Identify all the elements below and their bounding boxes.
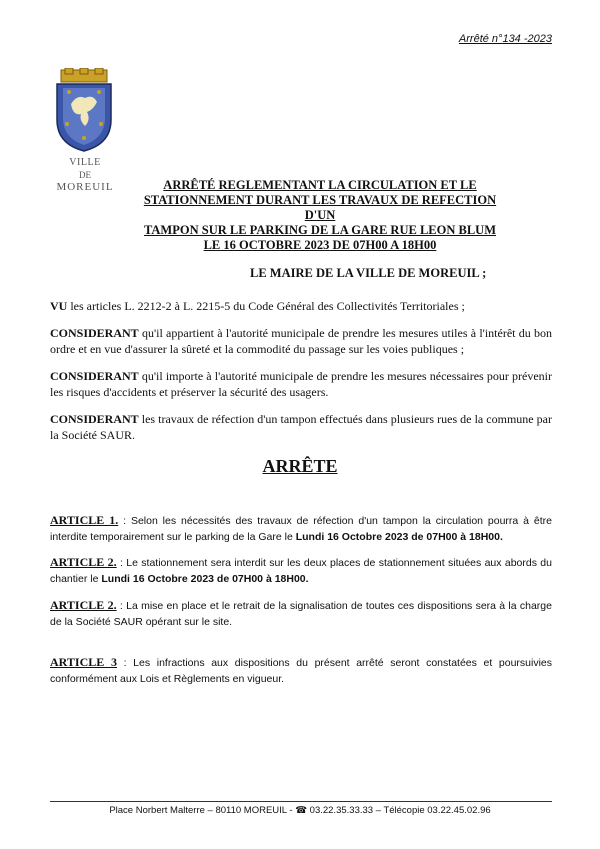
title-line: STATIONNEMENT DURANT LES TRAVAUX DE REFECTION D'UN xyxy=(143,193,497,222)
footer-address: Place Norbert Malterre – 80110 MOREUIL - xyxy=(109,805,296,816)
consideration-paragraph xyxy=(50,298,552,314)
consideration-text: qu'il appartient à l'autorité municipale de prendre les mesures utiles à l'intérêt du bon ordre et en vue d'assurer la sûreté et la commodité du passage sur les voies publiques ; xyxy=(50,326,552,356)
mayor-heading: LE MAIRE DE LA VILLE DE MOREUIL ; xyxy=(250,266,487,280)
article-label: ARTICLE 2. xyxy=(50,598,117,612)
article-date: Lundi 16 Octobre 2023 de 07H00 à 18H00. xyxy=(295,531,503,543)
consideration-lead: CONSIDERANT xyxy=(50,369,139,383)
article-label: ARTICLE 1. xyxy=(50,513,119,527)
article-separator: : xyxy=(116,657,134,669)
article-label: ARTICLE 2. xyxy=(50,555,117,569)
town-name-line3: MOREUIL xyxy=(56,181,114,193)
title-line: TAMPON SUR LE PARKING DE LA GARE RUE LEON BLUM xyxy=(144,223,496,237)
title-line: ARRÊTÉ REGLEMENTANT LA CIRCULATION ET LE xyxy=(163,178,477,192)
town-name-line2: DE xyxy=(79,170,91,180)
decree-reference: Arrêté n°134 -2023 xyxy=(458,33,552,45)
article xyxy=(50,554,552,587)
article-separator: : xyxy=(116,600,127,612)
article-date: Lundi 16 Octobre 2023 de 07H00 à 18H00. xyxy=(101,573,309,585)
footer-phone: ☎ 03.22.35.33.33 – Télécopie 03.22.45.02.96 xyxy=(295,805,491,816)
article-separator: : xyxy=(116,557,127,569)
article-separator: : xyxy=(118,515,131,527)
town-name-line1: VILLE xyxy=(69,157,101,168)
article xyxy=(50,512,552,545)
consideration-paragraph xyxy=(50,325,552,357)
consideration-lead: VU xyxy=(50,299,68,313)
consideration-lead: CONSIDERANT xyxy=(50,326,139,340)
title-line: LE 16 OCTOBRE 2023 DE 07H00 A 18H00 xyxy=(203,238,437,252)
consideration-lead: CONSIDERANT xyxy=(50,412,139,426)
consideration-text: les articles L. 2212-2 à L. 2215-5 du Code Général des Collectivités Territoriales ; xyxy=(67,299,465,313)
consideration-text: qu'il importe à l'autorité municipale de prendre les mesures nécessaires pour prévenir les risques d'accidents et préserver la sécurité des usagers. xyxy=(50,369,552,399)
arrete-heading: ARRÊTE xyxy=(262,456,338,476)
town-crest-logo xyxy=(51,68,117,152)
article-label: ARTICLE 3 xyxy=(50,655,117,669)
footer-divider xyxy=(50,801,552,802)
consideration-paragraph xyxy=(50,411,552,443)
consideration-paragraph xyxy=(50,368,552,400)
article-text: Selon les nécessités des travaux de réfection d'un tampon la circulation pourra à être interdite temporairement sur le parking de la Gare le xyxy=(50,515,552,543)
decree-title xyxy=(130,178,510,253)
article-text: Le stationnement sera interdit sur les deux places de stationnement situées aux abords du chantier le xyxy=(50,557,552,585)
article xyxy=(50,654,552,687)
consideration-text: les travaux de réfection d'un tampon effectués dans plusieurs rues de la commune par la Société SAUR. xyxy=(50,412,552,442)
article-text: La mise en place et le retrait de la signalisation de toutes ces dispositions sera à la charge de la Société SAUR opérant sur le site. xyxy=(50,600,552,628)
footer-contact xyxy=(0,805,600,816)
article-text: Les infractions aux dispositions du présent arrêté seront constatées et poursuivies conformément aux Lois et Règlements en vigueur. xyxy=(50,657,552,685)
article xyxy=(50,597,552,630)
